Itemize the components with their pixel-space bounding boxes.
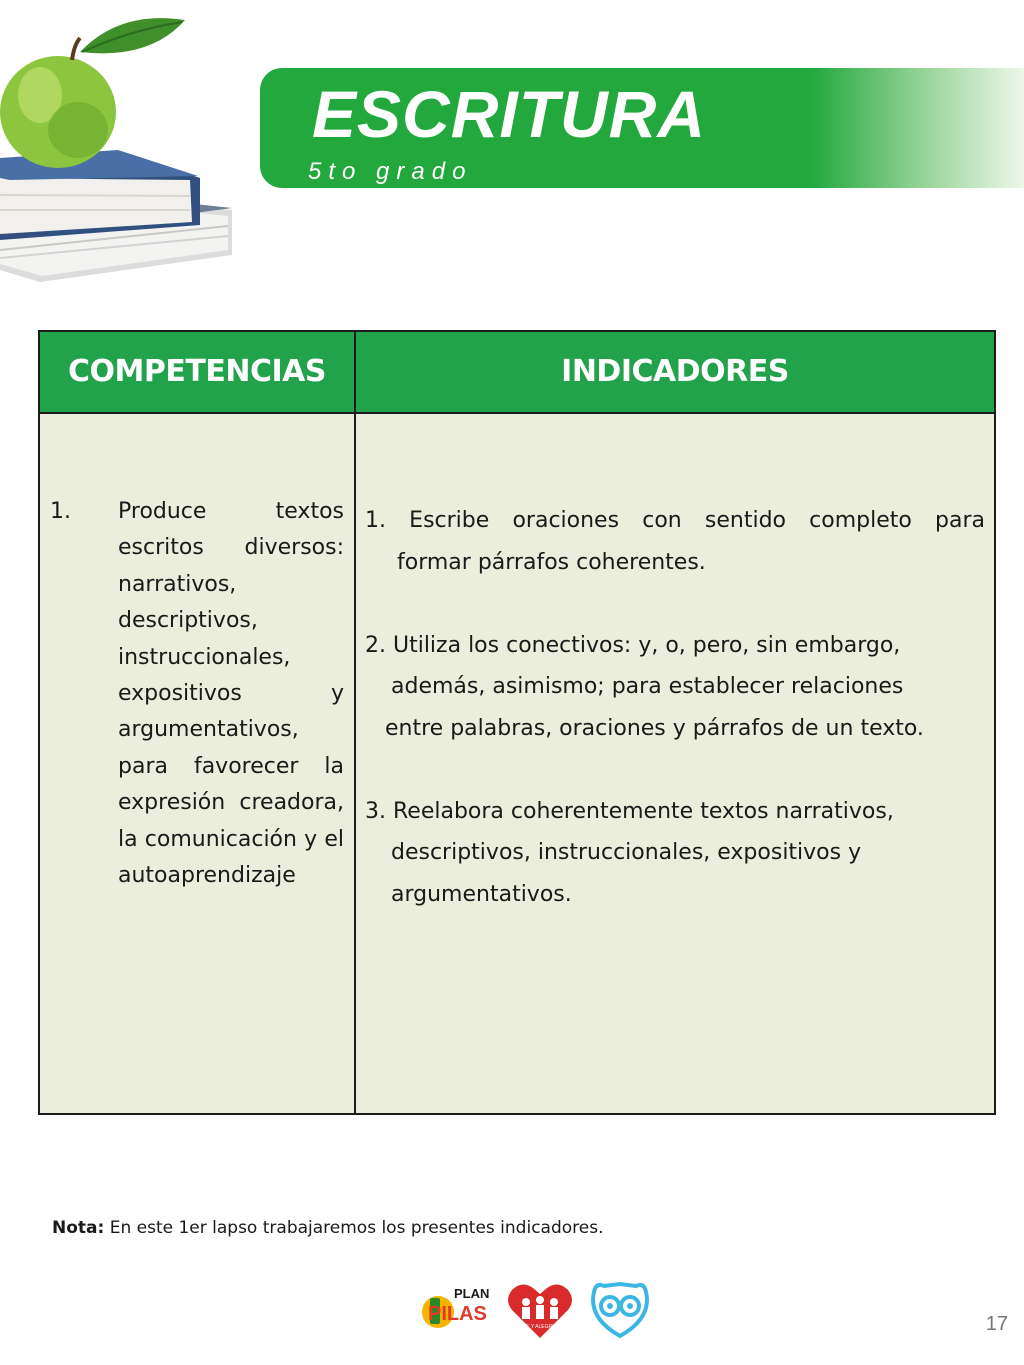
competencia-line: creadora, la [118, 790, 344, 852]
competencia-line: instruccionales, [118, 644, 291, 670]
competencia-text [118, 494, 344, 894]
note-label: Nota: [52, 1218, 105, 1238]
indicador-item [365, 791, 985, 916]
competencia-line: Produce textos [118, 499, 344, 524]
indicador-line: 2. Utiliza los conectivos: y, o, pero, sin embargo, [365, 632, 901, 658]
table-header-row [40, 332, 994, 414]
plan-pilas-logo [422, 1286, 489, 1328]
fe-y-alegria-logo [508, 1284, 572, 1338]
indicador-item [365, 625, 985, 750]
column-divider [354, 332, 356, 1113]
indicador-line: descriptivos, instruccionales, expositivos y [391, 840, 862, 865]
indicador-line: entre palabras, oraciones y párrafos de un texto. [385, 715, 924, 741]
competencia-line: expresión [118, 790, 240, 816]
indicador-line: 1. Escribe oraciones con sentido completo para [365, 508, 985, 533]
header-indicadores: INDICADORES [561, 354, 789, 389]
indicadores-list [365, 500, 985, 957]
svg-text:PLAN: PLAN [454, 1286, 490, 1301]
indicador-line: 3. Reelabora coherentemente textos narrativos, [365, 798, 894, 824]
indicador-line: argumentativos. [391, 881, 572, 907]
page-number: 17 [985, 1313, 1008, 1335]
competencia-number: 1. [50, 499, 71, 524]
svg-text:PILAS: PILAS [428, 1303, 487, 1325]
competencias-table [38, 330, 996, 1115]
grade-subtitle: 5to grado [308, 158, 473, 185]
header-competencias: COMPETENCIAS [68, 354, 326, 389]
svg-text:FE Y ALEGRIA: FE Y ALEGRIA [523, 1324, 557, 1330]
footnote [52, 1218, 604, 1238]
note-text: En este 1er lapso trabajaremos los presentes indicadores. [104, 1218, 604, 1238]
competencia-line: autoaprendizaje [118, 863, 296, 889]
competencia-line: argumentativos, [118, 717, 299, 743]
indicador-line: formar párrafos coherentes. [397, 549, 706, 575]
competencia-line: para favorecer la [118, 753, 344, 779]
competencia-line: escritos diversos: [118, 535, 344, 561]
competencia-line: comunicación y el [144, 826, 344, 852]
owl-logo [593, 1284, 647, 1336]
indicador-item [365, 500, 985, 583]
sponsor-logos [418, 1278, 654, 1340]
competencia-line: narrativos, [118, 571, 237, 597]
competencia-line: expositivos y [118, 681, 344, 707]
page-title: ESCRITURA [312, 77, 707, 151]
apple-books-image [0, 0, 250, 290]
competencia-line: descriptivos, [118, 608, 258, 634]
indicador-line: además, asimismo; para establecer relaciones [391, 674, 904, 699]
